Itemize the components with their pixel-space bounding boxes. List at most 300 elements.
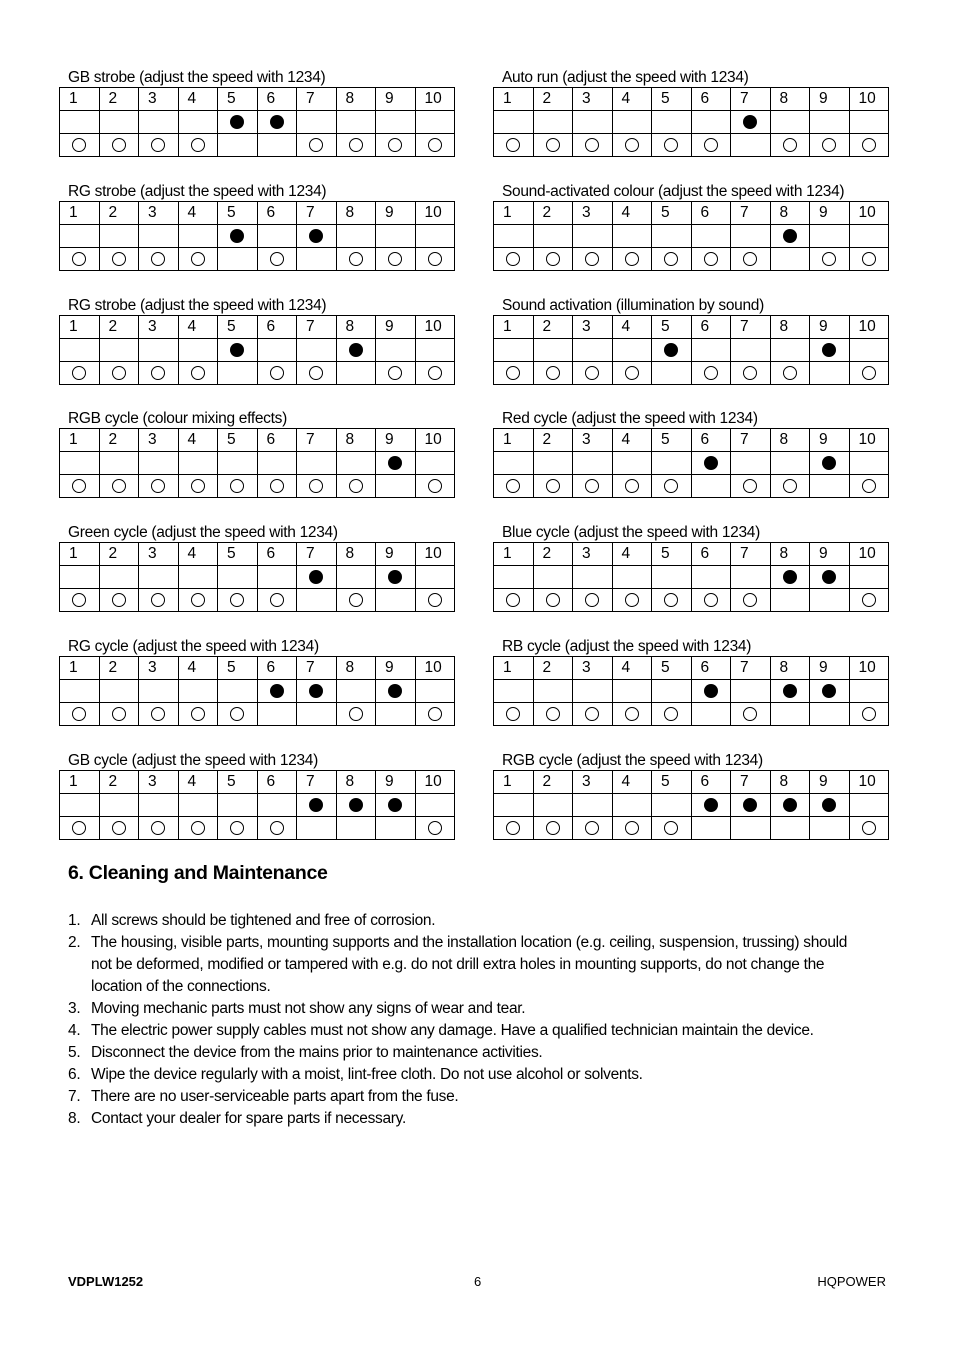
switch-number: 2 [99, 316, 139, 339]
filled-circle-icon [309, 684, 323, 698]
empty-circle-icon [743, 707, 757, 721]
empty-circle-icon [704, 593, 718, 607]
switch-off-cell [415, 475, 455, 498]
switch-off-cell [731, 248, 771, 271]
switch-off-cell [99, 475, 139, 498]
switch-on-cell [218, 566, 258, 589]
switch-on-cell [415, 452, 455, 475]
list-item [68, 1020, 868, 1042]
list-item [68, 1086, 868, 1108]
switch-off-cell [573, 362, 613, 385]
dip-setting-title: RB cycle (adjust the speed with 1234) [502, 638, 752, 655]
empty-circle-icon [72, 479, 86, 493]
switch-number: 6 [257, 657, 297, 680]
empty-circle-icon [506, 707, 520, 721]
filled-circle-icon [704, 684, 718, 698]
switch-off-cell [376, 703, 416, 726]
switch-number: 3 [573, 543, 613, 566]
switch-off-cell [494, 134, 534, 157]
dip-setting-title: GB strobe (adjust the speed with 1234) [68, 69, 326, 86]
empty-circle-icon [625, 252, 639, 266]
filled-circle-icon [822, 343, 836, 357]
switch-off-cell [218, 248, 258, 271]
switch-number: 9 [810, 202, 850, 225]
empty-circle-icon [822, 138, 836, 152]
switch-on-cell [573, 339, 613, 362]
switch-number: 5 [218, 429, 258, 452]
switch-off-cell [810, 703, 850, 726]
switch-off-cell [494, 703, 534, 726]
switch-on-cell [494, 225, 534, 248]
switch-number: 9 [376, 543, 416, 566]
switch-on-cell [60, 225, 100, 248]
switch-off-cell [139, 817, 179, 840]
empty-circle-icon [72, 593, 86, 607]
switch-number: 10 [415, 88, 455, 111]
switch-on-cell [257, 566, 297, 589]
empty-circle-icon [230, 593, 244, 607]
filled-circle-icon [822, 456, 836, 470]
switch-number: 1 [60, 88, 100, 111]
empty-circle-icon [585, 138, 599, 152]
switch-on-cell [99, 566, 139, 589]
switch-on-cell [415, 225, 455, 248]
empty-circle-icon [349, 479, 363, 493]
list-item-number: 8. [68, 1110, 81, 1127]
empty-circle-icon [191, 366, 205, 380]
switch-number: 3 [139, 543, 179, 566]
switch-number: 9 [810, 771, 850, 794]
switch-on-cell [810, 225, 850, 248]
empty-circle-icon [270, 479, 284, 493]
switch-number: 1 [494, 88, 534, 111]
switch-on-cell [218, 680, 258, 703]
switch-off-cell [415, 362, 455, 385]
switch-number: 8 [336, 88, 376, 111]
switch-on-cell [731, 339, 771, 362]
switch-off-cell [99, 248, 139, 271]
switch-on-cell [770, 111, 810, 134]
dip-setting-title: RG strobe (adjust the speed with 1234) [68, 183, 327, 200]
dip-setting-title: RGB cycle (colour mixing effects) [68, 410, 287, 427]
dip-switch-table [493, 770, 889, 840]
empty-circle-icon [506, 821, 520, 835]
empty-circle-icon [862, 366, 876, 380]
empty-circle-icon [151, 479, 165, 493]
switch-off-cell [731, 134, 771, 157]
switch-number: 4 [612, 88, 652, 111]
filled-circle-icon [349, 343, 363, 357]
switch-off-cell [770, 475, 810, 498]
switch-number: 10 [849, 202, 889, 225]
switch-on-cell [612, 111, 652, 134]
switch-number: 8 [770, 657, 810, 680]
switch-off-cell [652, 475, 692, 498]
list-item-number: 1. [68, 912, 81, 929]
filled-circle-icon [783, 229, 797, 243]
empty-circle-icon [428, 366, 442, 380]
empty-circle-icon [112, 593, 126, 607]
switch-number: 7 [297, 543, 337, 566]
footer-brand: HQPOWER [817, 1274, 886, 1289]
empty-circle-icon [664, 707, 678, 721]
switch-off-cell [336, 817, 376, 840]
switch-number: 6 [257, 316, 297, 339]
switch-on-cell [336, 452, 376, 475]
empty-circle-icon [270, 252, 284, 266]
switch-number: 7 [731, 543, 771, 566]
switch-number: 10 [415, 771, 455, 794]
switch-number: 1 [494, 771, 534, 794]
switch-on-cell [691, 680, 731, 703]
switch-off-cell [297, 589, 337, 612]
switch-on-cell [731, 452, 771, 475]
filled-circle-icon [388, 684, 402, 698]
switch-off-cell [139, 362, 179, 385]
switch-off-cell [297, 134, 337, 157]
switch-number: 10 [849, 543, 889, 566]
switch-number: 2 [533, 771, 573, 794]
switch-number: 6 [691, 543, 731, 566]
empty-circle-icon [428, 252, 442, 266]
empty-circle-icon [388, 138, 402, 152]
switch-number: 4 [612, 543, 652, 566]
switch-number: 2 [99, 657, 139, 680]
switch-number: 10 [415, 202, 455, 225]
dip-setting-block [493, 751, 889, 840]
switch-number: 2 [533, 202, 573, 225]
switch-on-cell [139, 225, 179, 248]
switch-on-cell [297, 794, 337, 817]
switch-number: 7 [731, 657, 771, 680]
empty-circle-icon [151, 821, 165, 835]
empty-circle-icon [191, 479, 205, 493]
switch-off-cell [494, 589, 534, 612]
switch-on-cell [297, 339, 337, 362]
switch-off-cell [218, 475, 258, 498]
switch-on-cell [731, 680, 771, 703]
empty-circle-icon [349, 707, 363, 721]
switch-on-cell [652, 339, 692, 362]
switch-on-cell [336, 794, 376, 817]
switch-on-cell [849, 452, 889, 475]
switch-number: 7 [297, 429, 337, 452]
switch-number: 8 [336, 657, 376, 680]
empty-circle-icon [585, 252, 599, 266]
switch-off-cell [770, 248, 810, 271]
empty-circle-icon [585, 821, 599, 835]
switch-off-cell [612, 817, 652, 840]
switch-off-cell [612, 703, 652, 726]
switch-off-cell [99, 817, 139, 840]
switch-on-cell [810, 566, 850, 589]
switch-off-cell [849, 703, 889, 726]
dip-setting-block [493, 182, 889, 271]
dip-switch-table [59, 428, 455, 498]
maintenance-list [68, 910, 868, 1130]
switch-on-cell [494, 680, 534, 703]
filled-circle-icon [388, 570, 402, 584]
section-title: 6. Cleaning and Maintenance [68, 862, 328, 884]
switch-off-cell [770, 362, 810, 385]
switch-on-cell [770, 680, 810, 703]
dip-switch-table [59, 87, 455, 157]
filled-circle-icon [783, 684, 797, 698]
switch-off-cell [652, 703, 692, 726]
list-item-text: The housing, visible parts, mounting supports and the installation location (e.g. ceiling, suspension, trussing) should not be deformed, modified or tampered with e.g. do not drill extra holes in mounting supports, do not change the location of the connections. [91, 934, 848, 995]
switch-number: 8 [336, 771, 376, 794]
switch-number: 4 [612, 429, 652, 452]
switch-number: 9 [376, 429, 416, 452]
switch-off-cell [178, 703, 218, 726]
switch-number: 6 [257, 202, 297, 225]
switch-off-cell [257, 817, 297, 840]
switch-number: 6 [257, 88, 297, 111]
switch-on-cell [139, 680, 179, 703]
switch-on-cell [60, 680, 100, 703]
empty-circle-icon [625, 479, 639, 493]
switch-on-cell [533, 111, 573, 134]
empty-circle-icon [546, 366, 560, 380]
switch-off-cell [849, 589, 889, 612]
switch-off-cell [297, 703, 337, 726]
switch-on-cell [770, 452, 810, 475]
switch-off-cell [376, 475, 416, 498]
switch-on-cell [691, 111, 731, 134]
switch-off-cell [533, 589, 573, 612]
switch-on-cell [257, 452, 297, 475]
empty-circle-icon [625, 821, 639, 835]
dip-switch-table [59, 656, 455, 726]
switch-on-cell [297, 111, 337, 134]
switch-number: 4 [612, 657, 652, 680]
empty-circle-icon [151, 252, 165, 266]
switch-on-cell [652, 452, 692, 475]
filled-circle-icon [309, 229, 323, 243]
list-item-number: 6. [68, 1066, 81, 1083]
switch-number: 9 [810, 543, 850, 566]
switch-number: 1 [494, 316, 534, 339]
switch-on-cell [731, 794, 771, 817]
switch-off-cell [810, 589, 850, 612]
empty-circle-icon [270, 821, 284, 835]
switch-off-cell [218, 817, 258, 840]
dip-setting-block [59, 182, 455, 271]
switch-on-cell [494, 452, 534, 475]
switch-number: 1 [60, 429, 100, 452]
switch-number: 7 [297, 202, 337, 225]
switch-off-cell [178, 817, 218, 840]
empty-circle-icon [72, 138, 86, 152]
switch-on-cell [178, 680, 218, 703]
switch-on-cell [573, 794, 613, 817]
switch-on-cell [494, 566, 534, 589]
list-item [68, 1042, 868, 1064]
switch-on-cell [99, 452, 139, 475]
switch-number: 5 [652, 88, 692, 111]
footer-page-number: 6 [474, 1274, 482, 1289]
switch-on-cell [612, 680, 652, 703]
dip-setting-title: Sound-activated colour (adjust the speed with 1234) [502, 183, 845, 200]
switch-off-cell [60, 475, 100, 498]
list-item-text: All screws should be tightened and free of corrosion. [91, 912, 436, 929]
switch-off-cell [218, 703, 258, 726]
empty-circle-icon [862, 707, 876, 721]
switch-on-cell [494, 794, 534, 817]
switch-on-cell [297, 566, 337, 589]
switch-off-cell [336, 703, 376, 726]
switch-on-cell [297, 452, 337, 475]
switch-off-cell [652, 817, 692, 840]
empty-circle-icon [72, 252, 86, 266]
empty-circle-icon [428, 138, 442, 152]
switch-off-cell [849, 817, 889, 840]
switch-number: 7 [297, 316, 337, 339]
dip-setting-title: RGB cycle (adjust the speed with 1234) [502, 752, 763, 769]
switch-number: 4 [178, 202, 218, 225]
empty-circle-icon [506, 479, 520, 493]
list-item [68, 910, 868, 932]
empty-circle-icon [625, 593, 639, 607]
empty-circle-icon [112, 479, 126, 493]
switch-on-cell [336, 111, 376, 134]
switch-number: 2 [99, 202, 139, 225]
switch-on-cell [139, 111, 179, 134]
switch-on-cell [533, 339, 573, 362]
list-item-number: 3. [68, 1000, 81, 1017]
switch-off-cell [849, 362, 889, 385]
switch-number: 2 [99, 543, 139, 566]
filled-circle-icon [388, 456, 402, 470]
empty-circle-icon [506, 593, 520, 607]
switch-on-cell [849, 111, 889, 134]
switch-number: 8 [336, 202, 376, 225]
switch-number: 2 [99, 88, 139, 111]
switch-off-cell [99, 134, 139, 157]
switch-off-cell [652, 589, 692, 612]
switch-number: 3 [139, 316, 179, 339]
switch-off-cell [60, 248, 100, 271]
dip-setting-title: Auto run (adjust the speed with 1234) [502, 69, 749, 86]
switch-number: 10 [849, 88, 889, 111]
switch-off-cell [297, 362, 337, 385]
empty-circle-icon [270, 366, 284, 380]
switch-on-cell [376, 111, 416, 134]
switch-off-cell [612, 248, 652, 271]
dip-setting-block [59, 523, 455, 612]
switch-number: 6 [257, 771, 297, 794]
switch-number: 4 [178, 429, 218, 452]
switch-off-cell [494, 475, 534, 498]
switch-on-cell [573, 111, 613, 134]
switch-number: 3 [573, 657, 613, 680]
empty-circle-icon [506, 138, 520, 152]
switch-number: 5 [218, 657, 258, 680]
switch-number: 5 [652, 202, 692, 225]
dip-setting-title: Sound activation (illumination by sound) [502, 297, 764, 314]
switch-on-cell [849, 339, 889, 362]
switch-on-cell [218, 452, 258, 475]
switch-on-cell [691, 566, 731, 589]
switch-off-cell [257, 589, 297, 612]
filled-circle-icon [309, 570, 323, 584]
switch-on-cell [691, 339, 731, 362]
switch-number: 6 [257, 543, 297, 566]
switch-on-cell [336, 566, 376, 589]
switch-off-cell [218, 589, 258, 612]
empty-circle-icon [309, 366, 323, 380]
empty-circle-icon [664, 821, 678, 835]
switch-off-cell [336, 475, 376, 498]
empty-circle-icon [546, 821, 560, 835]
switch-off-cell [376, 589, 416, 612]
switch-number: 2 [533, 657, 573, 680]
list-item [68, 998, 868, 1020]
empty-circle-icon [191, 252, 205, 266]
switch-on-cell [652, 794, 692, 817]
switch-on-cell [533, 794, 573, 817]
switch-on-cell [139, 452, 179, 475]
dip-setting-block [59, 637, 455, 726]
switch-on-cell [257, 225, 297, 248]
list-item-text: The electric power supply cables must not show any damage. Have a qualified technician maintain the device. [91, 1022, 814, 1039]
switch-off-cell [257, 475, 297, 498]
empty-circle-icon [191, 707, 205, 721]
empty-circle-icon [664, 479, 678, 493]
switch-off-cell [178, 589, 218, 612]
switch-number: 4 [178, 88, 218, 111]
switch-off-cell [770, 703, 810, 726]
dip-setting-block [59, 68, 455, 157]
switch-off-cell [494, 817, 534, 840]
empty-circle-icon [230, 707, 244, 721]
empty-circle-icon [585, 479, 599, 493]
switch-number: 8 [336, 543, 376, 566]
switch-on-cell [849, 225, 889, 248]
switch-off-cell [612, 475, 652, 498]
switch-on-cell [770, 225, 810, 248]
switch-on-cell [573, 680, 613, 703]
filled-circle-icon [349, 798, 363, 812]
switch-number: 5 [218, 316, 258, 339]
empty-circle-icon [72, 707, 86, 721]
switch-on-cell [218, 339, 258, 362]
filled-circle-icon [230, 229, 244, 243]
switch-off-cell [731, 475, 771, 498]
empty-circle-icon [783, 479, 797, 493]
switch-off-cell [257, 134, 297, 157]
filled-circle-icon [704, 456, 718, 470]
switch-number: 5 [218, 771, 258, 794]
switch-on-cell [612, 452, 652, 475]
dip-setting-block [493, 296, 889, 385]
switch-number: 7 [297, 657, 337, 680]
empty-circle-icon [585, 707, 599, 721]
switch-on-cell [731, 225, 771, 248]
switch-on-cell [849, 680, 889, 703]
switch-off-cell [612, 589, 652, 612]
switch-on-cell [691, 452, 731, 475]
empty-circle-icon [151, 707, 165, 721]
switch-number: 5 [218, 88, 258, 111]
empty-circle-icon [112, 252, 126, 266]
empty-circle-icon [704, 138, 718, 152]
switch-on-cell [99, 225, 139, 248]
switch-off-cell [731, 362, 771, 385]
switch-number: 1 [494, 429, 534, 452]
empty-circle-icon [230, 821, 244, 835]
switch-on-cell [849, 794, 889, 817]
